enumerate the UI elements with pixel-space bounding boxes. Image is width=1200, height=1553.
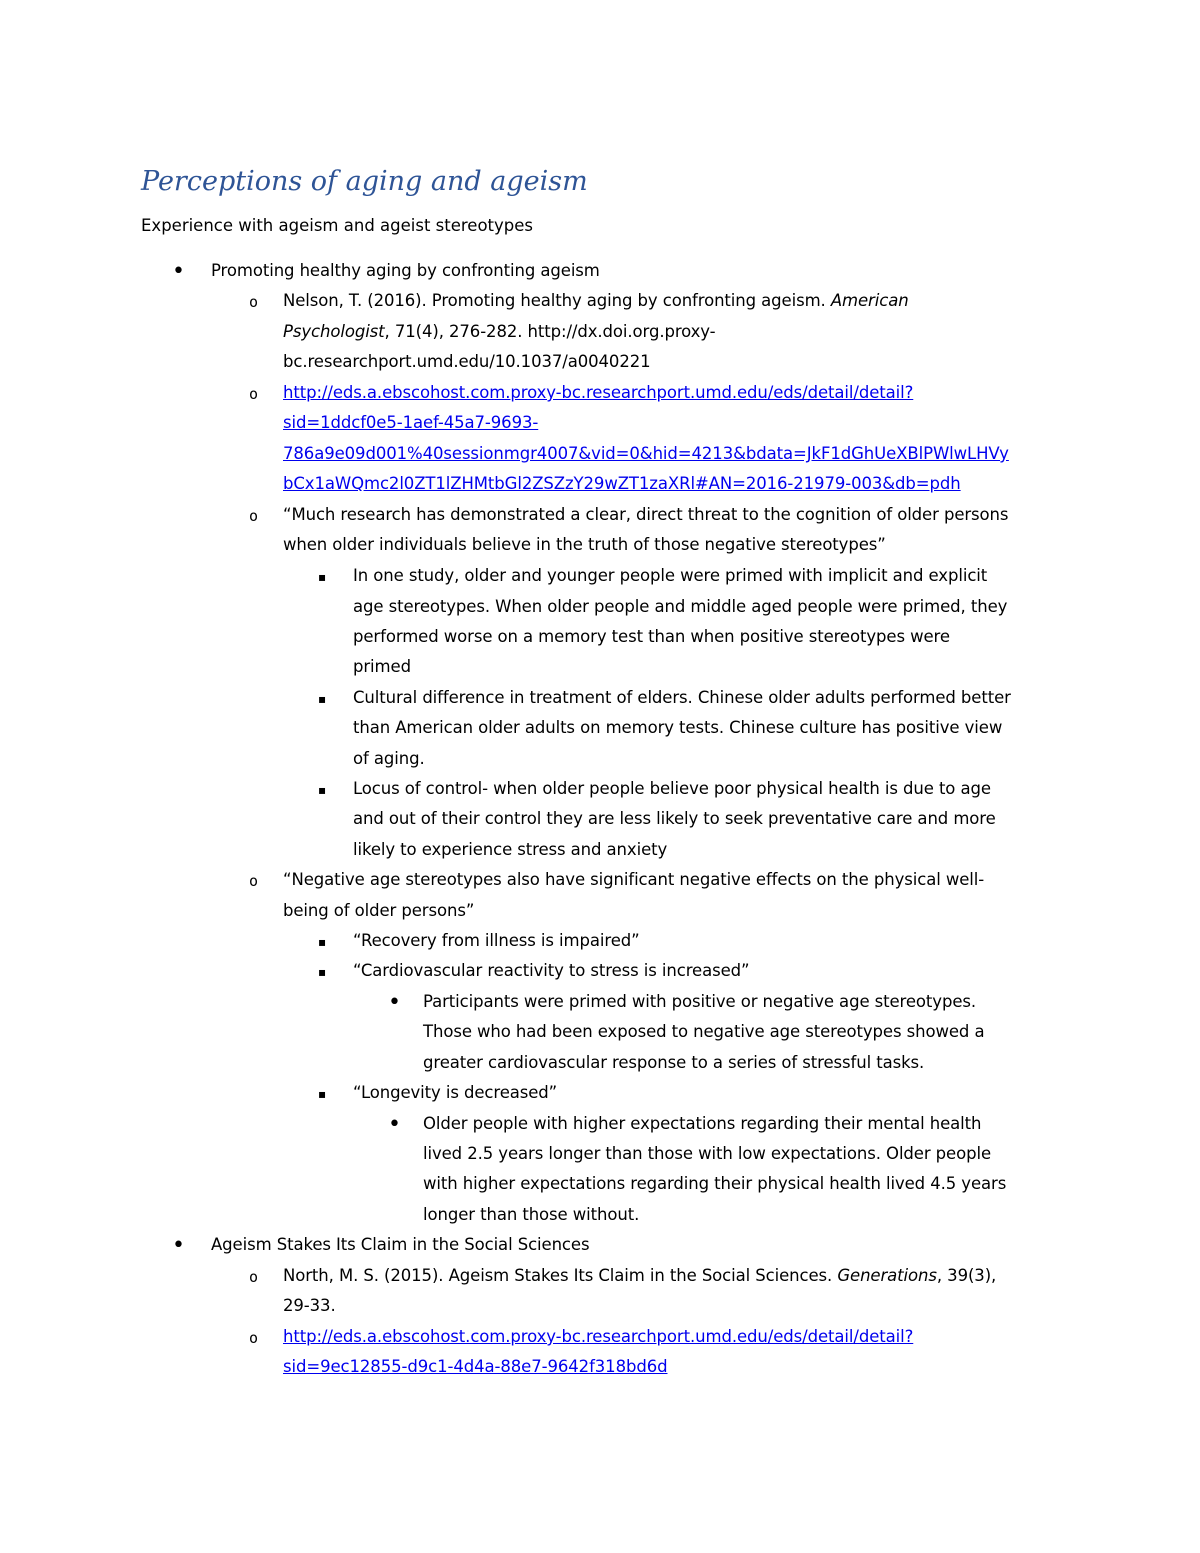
- longevity-detail-line-2: lived 2.5 years longer than those with low expectations. Older people: [423, 1144, 992, 1163]
- quote2-point3: “Longevity is decreased”: [353, 1083, 558, 1102]
- source1-link-line-1[interactable]: http://eds.a.ebscohost.com.proxy-bc.researchport.umd.edu/eds/detail/detail?: [283, 383, 914, 402]
- bullet-circle-icon: o: [249, 872, 259, 890]
- source2-link-line-1[interactable]: http://eds.a.ebscohost.com.proxy-bc.researchport.umd.edu/eds/detail/detail?: [283, 1327, 914, 1346]
- source2-citation-line-2: 29-33.: [283, 1296, 336, 1315]
- bullet-circle-icon: o: [249, 293, 259, 311]
- quote1-point1-line-2: age stereotypes. When older people and middle aged people were primed, they: [353, 597, 1008, 616]
- source1-heading: Promoting healthy aging by confronting ageism: [211, 261, 600, 280]
- bullet-disc-icon: •: [172, 1233, 185, 1258]
- bullet-circle-icon: o: [249, 1268, 259, 1286]
- longevity-detail-line-4: longer than those without.: [423, 1205, 640, 1224]
- bullet-square-icon: ▪: [318, 570, 327, 584]
- quote1-line-2: when older individuals believe in the truth of those negative stereotypes”: [283, 535, 886, 554]
- bullet-circle-icon: o: [249, 507, 259, 525]
- bullet-square-icon: ▪: [318, 965, 327, 979]
- bullet-square-icon: ▪: [318, 935, 327, 949]
- source2-citation-line-1: North, M. S. (2015). Ageism Stakes Its Claim in the Social Sciences. Generations, 39(3),: [283, 1266, 997, 1285]
- quote1-point1-line-3: performed worse on a memory test than when positive stereotypes were: [353, 627, 950, 646]
- quote1-point2-line-3: of aging.: [353, 749, 425, 768]
- bullet-disc-icon: •: [172, 259, 185, 284]
- quote2-point1: “Recovery from illness is impaired”: [353, 931, 640, 950]
- bullet-disc-icon: •: [388, 990, 401, 1015]
- source1-link-line-2[interactable]: sid=1ddcf0e5-1aef-45a7-9693-: [283, 413, 539, 432]
- cardio-detail-line-2: Those who had been exposed to negative age stereotypes showed a: [423, 1022, 985, 1041]
- quote1-line-1: “Much research has demonstrated a clear, direct threat to the cognition of older persons: [283, 505, 1009, 524]
- quote1-point2-line-1: Cultural difference in treatment of elders. Chinese older adults performed better: [353, 688, 1011, 707]
- source2-link-line-2[interactable]: sid=9ec12855-d9c1-4d4a-88e7-9642f318bd6d: [283, 1357, 668, 1376]
- bullet-square-icon: ▪: [318, 783, 327, 797]
- source2-heading: Ageism Stakes Its Claim in the Social Sciences: [211, 1235, 590, 1254]
- cardio-detail-line-1: Participants were primed with positive or negative age stereotypes.: [423, 992, 977, 1011]
- source1-citation-line-3: bc.researchport.umd.edu/10.1037/a0040221: [283, 352, 651, 371]
- quote1-point1-line-1: In one study, older and younger people were primed with implicit and explicit: [353, 566, 988, 585]
- longevity-detail-line-3: with higher expectations regarding their physical health lived 4.5 years: [423, 1174, 1007, 1193]
- source1-link-line-4[interactable]: bCx1aWQmc2l0ZT1lZHMtbGl2ZSZzY29wZT1zaXRl#AN=2016-21979-003&db=pdh: [283, 474, 961, 493]
- quote2-line-1: “Negative age stereotypes also have significant negative effects on the physical well-: [283, 870, 985, 889]
- source1-citation-line-1: Nelson, T. (2016). Promoting healthy aging by confronting ageism. American: [283, 291, 909, 310]
- source1-link-line-3[interactable]: 786a9e09d001%40sessionmgr4007&vid=0&hid=4213&bdata=JkF1dGhUeXBlPWlwLHVy: [283, 444, 1009, 463]
- quote2-point2: “Cardiovascular reactivity to stress is increased”: [353, 961, 750, 980]
- quote1-point1-line-4: primed: [353, 657, 411, 676]
- cardio-detail-line-3: greater cardiovascular response to a series of stressful tasks.: [423, 1053, 925, 1072]
- bullet-circle-icon: o: [249, 1329, 259, 1347]
- page-title: Perceptions of aging and ageism: [141, 166, 588, 197]
- page-subtitle: Experience with ageism and ageist stereotypes: [141, 216, 534, 235]
- quote2-line-2: being of older persons”: [283, 901, 475, 920]
- source1-citation-line-2: Psychologist, 71(4), 276-282. http://dx.doi.org.proxy-: [283, 322, 716, 341]
- quote1-point3-line-3: likely to experience stress and anxiety: [353, 840, 668, 859]
- bullet-circle-icon: o: [249, 385, 259, 403]
- bullet-square-icon: ▪: [318, 1087, 327, 1101]
- quote1-point2-line-2: than American older adults on memory tests. Chinese culture has positive view: [353, 718, 1003, 737]
- longevity-detail-line-1: Older people with higher expectations regarding their mental health: [423, 1114, 982, 1133]
- quote1-point3-line-1: Locus of control- when older people believe poor physical health is due to age: [353, 779, 991, 798]
- quote1-point3-line-2: and out of their control they are less likely to seek preventative care and more: [353, 809, 996, 828]
- bullet-disc-icon: •: [388, 1112, 401, 1137]
- bullet-square-icon: ▪: [318, 692, 327, 706]
